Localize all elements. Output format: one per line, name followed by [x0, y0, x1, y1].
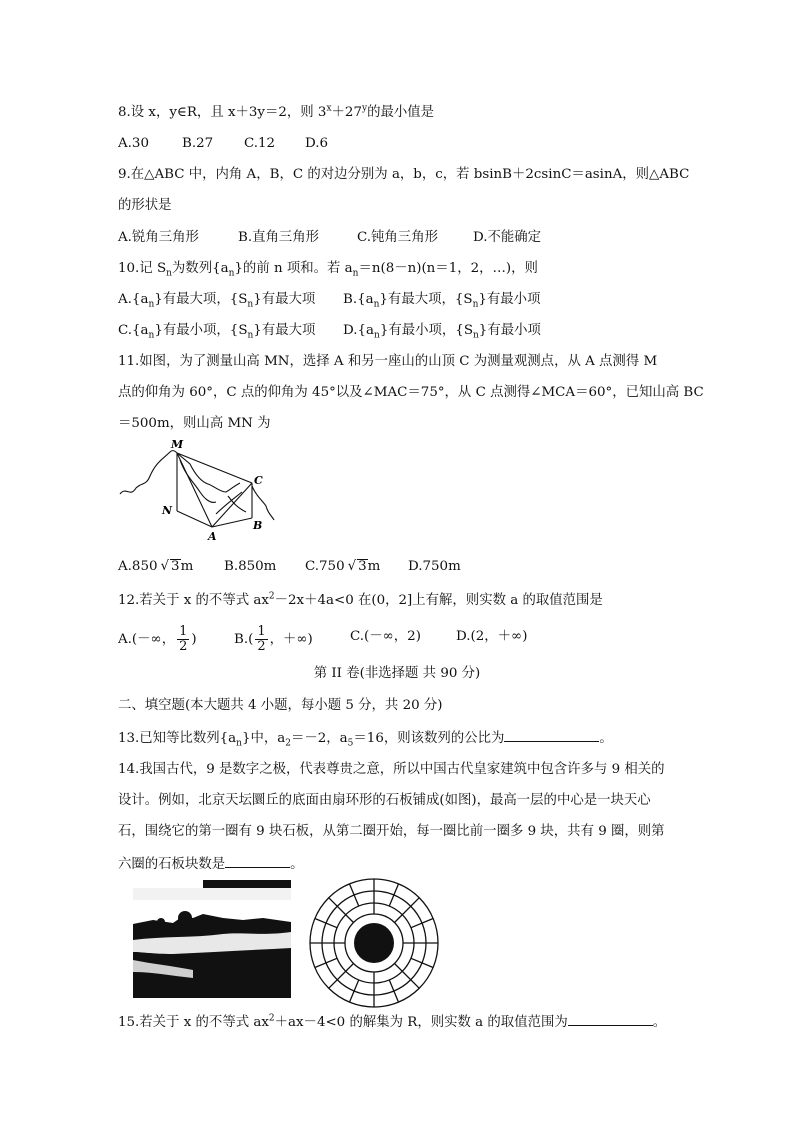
- q13-stem: 13.已知等比数列$\{a_n\}$中，$a_2=-2$，$a_5=16$，则该数列的公比为 。: [118, 731, 613, 749]
- q12-option-a: A.(－∞， $\frac{1}{2}$ ): [118, 624, 197, 654]
- part2-title: 第 II 卷(非选择题 共 90 分): [313, 666, 481, 681]
- label-a: A: [208, 530, 217, 543]
- q14-stem-line2: 设计。例如，北京天坛圜丘的底面由扇环形的石板铺成(如图)，最高一层的中心是一块天心: [118, 793, 651, 808]
- q14-stem-line3: 石，围绕它的第一圈有 9 块石板，从第二圈开始，每一圈比前一圈多 9 块，共有 9 圈，则第: [118, 824, 665, 839]
- q8-option-a: A.30: [118, 136, 149, 151]
- answer-blank[interactable]: [225, 855, 290, 868]
- q10-option-d: $D.\{a_n\}$有最小项，$\{S_n\}$有最小项: [343, 323, 541, 341]
- q11-option-c: C.750 √ 3m: [305, 559, 381, 574]
- q11-option-d: D.750m: [408, 559, 461, 574]
- answer-blank[interactable]: [568, 1013, 653, 1026]
- q8-option-d: D.6: [305, 136, 329, 151]
- fraction: $\frac{1}{2}$: [257, 624, 266, 654]
- q12-option-b: B.( $\frac{1}{2}$ ，＋∞): [234, 624, 313, 654]
- label-b: B: [253, 519, 263, 532]
- q14-stem-line4: 六圈的石板块数是 。: [118, 857, 304, 872]
- mountain-figure: [116, 436, 276, 544]
- q9-option-b: B.直角三角形: [238, 230, 320, 245]
- q12-stem: 12.若关于 x 的不等式 $ax^2-2x+4a<0$ 在(0，2]上有解，则实数 a 的取值范围是: [118, 591, 603, 608]
- q9-option-d: D.不能确定: [473, 230, 542, 245]
- q11-option-a: A.850 √ 3m: [118, 559, 194, 574]
- q11-option-b: B.850m: [224, 559, 277, 574]
- q9-option-c: C.钝角三角形: [357, 230, 438, 245]
- q8-option-b: B.27: [182, 136, 214, 151]
- q10-option-b: $B.\{a_n\}$有最大项，$\{S_n\}$有最小项: [343, 292, 541, 310]
- q11-stem-line1: 11.如图，为了测量山高 MN，选择 A 和另一座山的山顶 C 为测量观测点，从 A 点测得 M: [118, 354, 658, 369]
- fraction: $\frac{1}{2}$: [179, 624, 188, 654]
- q10-option-a: $A.\{a_n\}$有最大项，$\{S_n\}$有最大项: [118, 292, 316, 310]
- q10-stem: 10.记 $S_n$为数列$\{a_n\}$的前 n 项和。若 $a_n=n(8-n)(n=1$，2，…)，则: [118, 261, 538, 279]
- q8-stem: 8.设 x，y∈R，且 x＋3y＝2，则 $3^x+27^y$的最小值是: [118, 103, 435, 120]
- label-m: M: [171, 438, 184, 451]
- q11-stem-line2: 点的仰角为 60°，C 点的仰角为 45°以及∠MAC＝75°，从 C 点测得∠MCA＝60°，已知山高 BC: [118, 385, 704, 400]
- stone-slab-diagram: [307, 876, 441, 1010]
- q12-option-d: D.(2，＋∞): [456, 629, 528, 644]
- label-c: C: [254, 474, 263, 487]
- q10-option-c: $C.\{a_n\}$有最小项，$\{S_n\}$有最大项: [118, 323, 316, 341]
- answer-blank[interactable]: [504, 729, 599, 742]
- temple-photo: [133, 880, 291, 998]
- label-n: N: [162, 504, 173, 517]
- q9-stem-line2: 的形状是: [118, 198, 172, 213]
- q15-stem: 15.若关于 x 的不等式 $ax^2+ax-4<0$ 的解集为 R，则实数 a 的取值范围为 。: [118, 1013, 667, 1030]
- section2-heading: 二、填空题(本大题共 4 小题，每小题 5 分，共 20 分): [118, 698, 443, 713]
- q9-stem-line1: 9.在△ABC 中，内角 A，B，C 的对边分别为 a，b，c，若 bsinB＋2csinC＝asinA，则△ABC: [118, 167, 690, 182]
- q8-option-c: C.12: [244, 136, 276, 151]
- q9-option-a: A.锐角三角形: [118, 230, 199, 245]
- q14-stem-line1: 14.我国古代，9 是数字之极，代表尊贵之意，所以中国古代皇家建筑中包含许多与 9 相关的: [118, 762, 665, 777]
- q11-stem-line3: ＝500m，则山高 MN 为: [118, 416, 271, 431]
- q12-option-c: C.(－∞，2): [350, 629, 421, 644]
